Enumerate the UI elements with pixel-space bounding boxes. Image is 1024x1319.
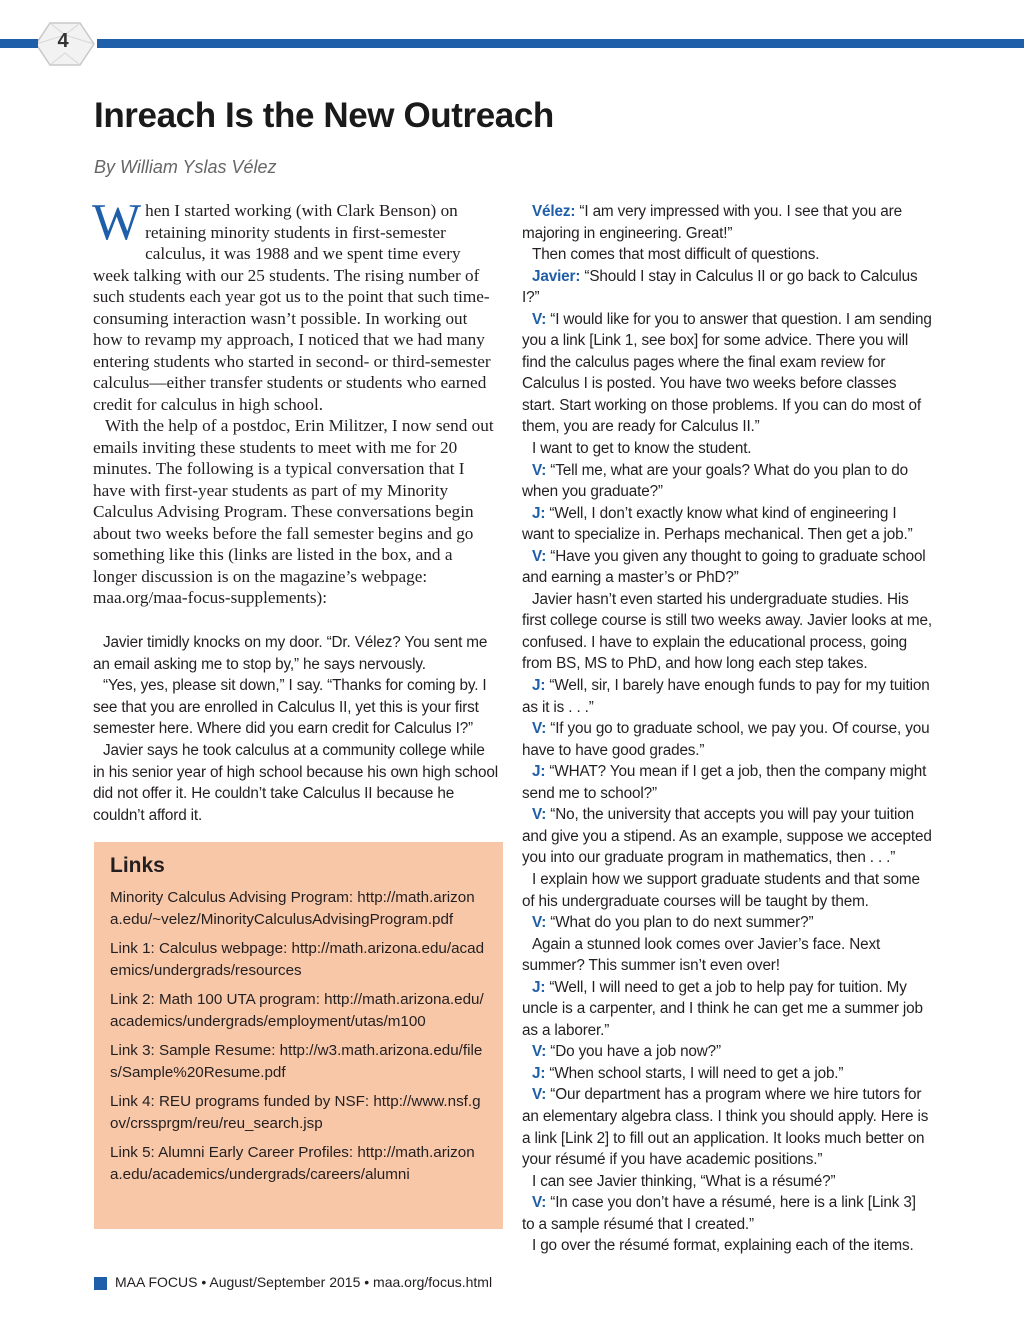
intro-paragraph-2: With the help of a postdoc, Erin Militzer, I now send out emails inviting these students to meet with me for 20 minutes. The following is a typical conversation that I have with first-year students as part of my Minority Calculus Advising Program. These conversations begin about two weeks before the fall semester begins and go something like this (links are listed in the box, and a longer discussion is on the magazine’s webpage: maa.org/maa-focus-supplements):	[93, 416, 494, 607]
dialogue-text: “Well, sir, I barely have enough funds to pay for my tuition as it is . . .”	[522, 677, 930, 716]
dialogue-text: “Well, I don’t exactly know what kind of engineering I want to specialize in. Perhaps mechanical. Then get a job.”	[522, 504, 913, 544]
dialogue-text: Then comes that most difficult of questions.	[532, 246, 820, 264]
dialogue-line	[522, 977, 932, 1042]
dialogue-line	[522, 438, 932, 460]
dialogue-text: I explain how we support graduate students and that some of his undergraduate courses will be taught by them.	[522, 870, 920, 910]
dialogue-line	[522, 1041, 932, 1063]
dialogue-line	[522, 869, 932, 912]
link-item-minority-program[interactable]: Minority Calculus Advising Program: http://math.arizona.edu/~velez/MinorityCalculusAdvisingProgram.pdf	[110, 889, 475, 928]
header-rule-right	[97, 39, 1024, 48]
article-title: Inreach Is the New Outreach	[94, 96, 554, 135]
dialogue-column	[522, 201, 932, 1257]
dialogue-text: “WHAT? You mean if I get a job, then the company might send me to school?”	[522, 763, 927, 802]
speaker-label: V:	[532, 461, 547, 479]
story-paragraph-3: Javier says he took calculus at a community college while in his senior year of high school because his own high school did not offer it. He couldn’t take Calculus II because he couldn’t afford it.	[93, 741, 498, 824]
dialogue-text: “Our department has a program where we hire tutors for an elementary algebra class. I think you should apply. Here is a link [Link 2] to fill out an application. It looks much better on your résumé if you have academic positions.”	[522, 1086, 929, 1169]
dialogue-line	[522, 1084, 932, 1170]
header-rule-left	[0, 39, 42, 48]
dialogue-line	[522, 460, 932, 503]
dialogue-text: “What do you plan to do next summer?”	[550, 914, 814, 932]
dialogue-text: I want to get to know the student.	[532, 440, 752, 458]
dialogue-text: “I would like for you to answer that question. I am sending you a link [Link 1, see box] for some advice. There you will find the calculus pages where the final exam review for Calculus I is posted. You have two weeks before classes start. Start working on those problems. If you can do most of them, you are ready for Calculus II.”	[522, 310, 932, 436]
link-item-2[interactable]: Link 2: Math 100 UTA program: http://math.arizona.edu/academics/undergrads/employment/utas/m100	[110, 991, 484, 1030]
speaker-label: V:	[532, 806, 547, 824]
dialogue-line	[522, 912, 932, 934]
dialogue-line	[522, 934, 932, 977]
speaker-label: Vélez:	[532, 203, 576, 220]
speaker-label: V:	[532, 547, 547, 565]
dialogue-line	[522, 1235, 932, 1257]
dialogue-line	[522, 546, 932, 589]
intro-text	[92, 194, 498, 609]
speaker-label: V:	[532, 720, 547, 738]
dialogue-line	[522, 675, 932, 718]
dialogue-text: “If you go to graduate school, we pay you. Of course, you have to have good grades.”	[522, 720, 930, 759]
speaker-label: J:	[532, 504, 546, 522]
dialogue-text: “Have you given any thought to going to graduate school and earning a master’s or PhD?”	[522, 547, 926, 587]
dialogue-line	[522, 503, 932, 546]
dialogue-text: “I am very impressed with you. I see that you are majoring in engineering. Great!”	[522, 203, 902, 242]
intro-paragraph-1-text: hen I started working (with Clark Benson) on retaining minority students in first-semester calculus, it was 1988 and we spent time every week talking with our 25 students. The rising number of such students each year got us to the point that such time-consuming interaction wasn’t possible. In working out how to revamp my approach, I noticed that we had many entering students who started in second- or third-semester calculus—either transfer students or students who earned credit for calculus in high school.	[93, 201, 491, 414]
dialogue-text: “Do you have a job now?”	[550, 1043, 721, 1061]
dialogue-line	[522, 804, 932, 869]
speaker-label: V:	[532, 1086, 547, 1104]
speaker-label: V:	[532, 1194, 547, 1212]
dialogue-line	[522, 244, 932, 266]
links-sidebar-box	[94, 842, 503, 1229]
speaker-label: J:	[532, 677, 546, 695]
link-item-4[interactable]: Link 4: REU programs funded by NSF: http://www.nsf.gov/crssprgm/reu/reu_search.jsp	[110, 1093, 481, 1132]
dialogue-line	[522, 266, 932, 309]
speaker-label: V:	[532, 1043, 547, 1061]
link-item-3[interactable]: Link 3: Sample Resume: http://w3.math.arizona.edu/files/Sample%20Resume.pdf	[110, 1042, 483, 1081]
intro-paragraph-1	[92, 194, 498, 415]
dialogue-line	[522, 1192, 932, 1235]
dialogue-text: Javier hasn’t even started his undergraduate studies. His first college course is still two weeks away. Javier looks at me, confused. I have to explain the educational process, going from BS, MS to PhD, and how long each step takes.	[522, 590, 932, 673]
dialogue-line	[522, 1063, 932, 1085]
dialogue-line	[522, 201, 932, 244]
dialogue-line	[522, 718, 932, 761]
dialogue-text: “Tell me, what are your goals? What do you plan to do when you graduate?”	[522, 461, 908, 501]
speaker-label: J:	[532, 978, 546, 996]
dialogue-text: Again a stunned look comes over Javier’s face. Next summer? This summer isn’t even over!	[522, 935, 881, 975]
dialogue-text: “Well, I will need to get a job to help pay for tuition. My uncle is a carpenter, and I think he can get me a summer job as a laborer.”	[522, 978, 923, 1039]
dialogue-text: “When school starts, I will need to get a job.”	[549, 1064, 844, 1082]
page-number: 4	[57, 30, 69, 52]
drop-cap: W	[92, 194, 142, 251]
dialogue-text: “Should I stay in Calculus II or go back to Calculus I?”	[522, 267, 918, 307]
speaker-label: V:	[532, 914, 547, 932]
links-box-title: Links	[110, 854, 165, 877]
link-item-5[interactable]: Link 5: Alumni Early Career Profiles: http://math.arizona.edu/academics/undergrads/careers/alumni	[110, 1144, 475, 1183]
dialogue-text: “In case you don’t have a résumé, here is a link [Link 3] to a sample résumé that I created.”	[522, 1194, 916, 1233]
story-paragraph-2: “Yes, yes, please sit down,” I say. “Thanks for coming by. I see that you are enrolled in Calculus II, yet this is your first semester here. Where did you earn credit for Calculus I?”	[93, 677, 487, 738]
speaker-label: J:	[532, 763, 546, 781]
dialogue-line	[522, 1171, 932, 1193]
dialogue-line	[522, 589, 932, 675]
speaker-label: Javier:	[532, 267, 581, 285]
story-text	[93, 632, 498, 826]
dialogue-text: I go over the résumé format, explaining each of the items.	[532, 1237, 914, 1255]
link-item-1[interactable]: Link 1: Calculus webpage: http://math.arizona.edu/academics/undergrads/resources	[110, 940, 485, 979]
story-paragraph-1: Javier timidly knocks on my door. “Dr. Vélez? You sent me an email asking me to stop by,” he says nervously.	[93, 634, 488, 673]
footer-text: MAA FOCUS • August/September 2015 • maa.org/focus.html	[115, 1274, 493, 1290]
speaker-label: V:	[532, 310, 547, 328]
dialogue-text: “No, the university that accepts you will pay your tuition and give you a stipend. As an example, suppose we accepted you into our graduate program in mathematics, then . . .”	[522, 806, 932, 867]
article-byline: By William Yslas Vélez	[94, 157, 277, 177]
dialogue-line	[522, 309, 932, 438]
dialogue-line	[522, 761, 932, 804]
dialogue-text: I can see Javier thinking, “What is a résumé?”	[532, 1172, 836, 1190]
footer-square-icon	[94, 1277, 107, 1290]
speaker-label: J:	[532, 1064, 546, 1082]
